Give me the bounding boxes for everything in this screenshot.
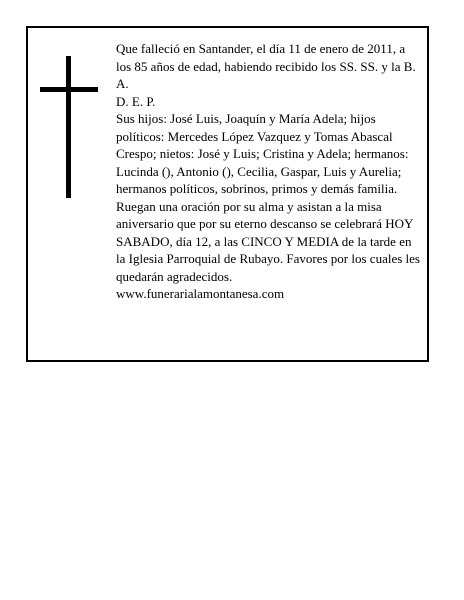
notice-text: [116, 40, 421, 303]
cross-horizontal-bar: [40, 87, 98, 92]
obituary-notice: [26, 26, 429, 362]
notice-rip: D. E. P.: [116, 93, 156, 109]
notice-website: www.funerarialamontanesa.com: [116, 286, 285, 301]
latin-cross-icon: [40, 56, 98, 198]
notice-request: Ruegan una oración por su alma y asistan a la misa aniversario que por su eterno descanso se celebrará HOY SABADO, día 12, a las CINCO Y MEDIA de la tarde en la Iglesia Parroquial de Rubayo. Favores por los cuales les quedarán agradecidos.: [116, 198, 420, 284]
cross-vertical-bar: [66, 56, 71, 198]
notice-family: Sus hijos: José Luis, Joaquín y María Adela; hijos políticos: Mercedes López Vazquez y Tomas Abascal Crespo; nietos: José y Luis; Cristina y Adela; hermanos: Lucinda (), Antonio (), Cecilia, Gaspar, Luis y Aurelia; hermanos políticos, sobrinos, primos y demás familia.: [116, 111, 409, 196]
notice-intro: Que falleció en Santander, el día 11 de enero de 2011, a los 85 años de edad, habiendo recibido los SS. SS. y la B. A.: [116, 41, 416, 91]
